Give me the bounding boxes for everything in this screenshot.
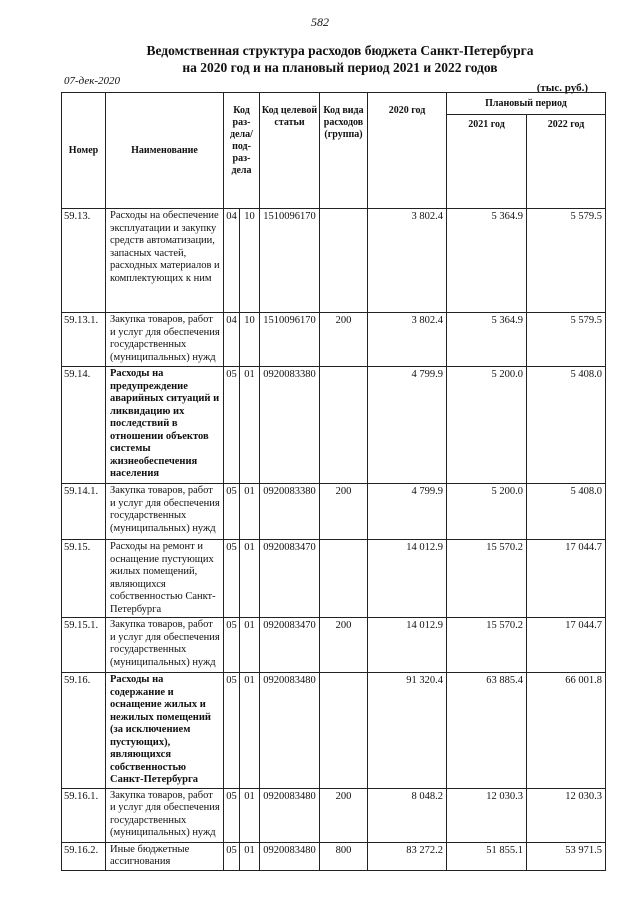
- row-kind-code: [320, 209, 368, 313]
- row-value-2020: 83 272.2: [368, 842, 447, 870]
- row-target-code: 0920083480: [260, 842, 320, 870]
- row-section: 05: [224, 618, 240, 673]
- table-row: [62, 618, 606, 673]
- row-section: 05: [224, 367, 240, 484]
- row-name: Расходы на содержание и оснащение жилых и нежилых помещений (за исключением пустующих), являющихся собственностью Санкт-Петербурга: [106, 673, 224, 789]
- row-value-2021: 63 885.4: [447, 673, 527, 789]
- page-number: 582: [311, 15, 329, 29]
- row-section: 05: [224, 842, 240, 870]
- row-value-2022: 5 408.0: [527, 484, 606, 540]
- header-plan-period: Плановый период: [447, 93, 606, 115]
- row-value-2021: 51 855.1: [447, 842, 527, 870]
- row-subsection: 01: [240, 842, 260, 870]
- table-row: [62, 540, 606, 618]
- row-number: 59.16.1.: [62, 788, 106, 842]
- row-subsection: 01: [240, 540, 260, 618]
- title-line-2: на 2020 год и на плановый период 2021 и 2022 годов: [182, 60, 498, 75]
- row-value-2020: 4 799.9: [368, 367, 447, 484]
- table-row: [62, 788, 606, 842]
- row-subsection: 01: [240, 788, 260, 842]
- row-value-2020: 8 048.2: [368, 788, 447, 842]
- row-value-2022: 5 408.0: [527, 367, 606, 484]
- row-kind-code: [320, 540, 368, 618]
- row-target-code: 0920083380: [260, 484, 320, 540]
- row-value-2020: 4 799.9: [368, 484, 447, 540]
- row-subsection: 01: [240, 484, 260, 540]
- row-value-2020: 3 802.4: [368, 209, 447, 313]
- row-name: Закупка товаров, работ и услуг для обеспечения государственных (муниципальных) нужд: [106, 484, 224, 540]
- row-value-2022: 53 971.5: [527, 842, 606, 870]
- row-section: 04: [224, 313, 240, 367]
- row-target-code: 0920083470: [260, 618, 320, 673]
- document-title: [60, 42, 620, 76]
- row-value-2022: 17 044.7: [527, 540, 606, 618]
- row-subsection: 01: [240, 367, 260, 484]
- row-section: 05: [224, 540, 240, 618]
- row-number: 59.14.: [62, 367, 106, 484]
- row-number: 59.15.1.: [62, 618, 106, 673]
- units-label: (тыс. руб.): [536, 82, 588, 94]
- row-target-code: 0920083380: [260, 367, 320, 484]
- row-name: Иные бюджетные ассигнования: [106, 842, 224, 870]
- row-value-2021: 15 570.2: [447, 618, 527, 673]
- table-row: [62, 313, 606, 367]
- row-name: Закупка товаров, работ и услуг для обеспечения государственных (муниципальных) нужд: [106, 788, 224, 842]
- row-target-code: 0920083480: [260, 673, 320, 789]
- row-number: 59.16.: [62, 673, 106, 789]
- row-number: 59.13.1.: [62, 313, 106, 367]
- row-value-2020: 3 802.4: [368, 313, 447, 367]
- row-value-2021: 5 364.9: [447, 313, 527, 367]
- header-kind: Код вида расходов (группа): [320, 93, 368, 209]
- row-subsection: 01: [240, 618, 260, 673]
- row-section: 05: [224, 788, 240, 842]
- row-value-2021: 5 364.9: [447, 209, 527, 313]
- header-section: Код раз-дела/ под-раз-дела: [224, 93, 260, 209]
- row-value-2021: 12 030.3: [447, 788, 527, 842]
- row-kind-code: 200: [320, 788, 368, 842]
- row-subsection: 01: [240, 673, 260, 789]
- row-target-code: 1510096170: [260, 209, 320, 313]
- header-2022: 2022 год: [527, 115, 606, 209]
- row-kind-code: [320, 673, 368, 789]
- row-number: 59.14.1.: [62, 484, 106, 540]
- row-value-2022: 12 030.3: [527, 788, 606, 842]
- row-kind-code: [320, 367, 368, 484]
- row-value-2020: 14 012.9: [368, 540, 447, 618]
- table-row: [62, 673, 606, 789]
- row-value-2021: 5 200.0: [447, 484, 527, 540]
- document-date: 07-дек-2020: [64, 75, 121, 87]
- row-name: Закупка товаров, работ и услуг для обеспечения государственных (муниципальных) нужд: [106, 618, 224, 673]
- table-row: [62, 367, 606, 484]
- header-2020: 2020 год: [368, 93, 447, 209]
- row-target-code: 1510096170: [260, 313, 320, 367]
- row-section: 05: [224, 673, 240, 789]
- row-name: Расходы на предупреждение аварийных ситуаций и ликвидацию их последствий в отношении объектов системы жизнеобеспечения населения: [106, 367, 224, 484]
- row-section: 05: [224, 484, 240, 540]
- row-number: 59.15.: [62, 540, 106, 618]
- title-line-1: Ведомственная структура расходов бюджета Санкт-Петербурга: [146, 43, 534, 58]
- header-2021: 2021 год: [447, 115, 527, 209]
- row-number: 59.13.: [62, 209, 106, 313]
- table-row: [62, 209, 606, 313]
- row-number: 59.16.2.: [62, 842, 106, 870]
- row-value-2022: 5 579.5: [527, 313, 606, 367]
- row-value-2022: 17 044.7: [527, 618, 606, 673]
- table-row: [62, 842, 606, 870]
- row-value-2021: 5 200.0: [447, 367, 527, 484]
- row-name: Закупка товаров, работ и услуг для обеспечения государственных (муниципальных) нужд: [106, 313, 224, 367]
- row-name: Расходы на обеспечение эксплуатации и закупку средств автоматизации, запасных частей, расходных материалов и комплектующих к ним: [106, 209, 224, 313]
- row-value-2022: 5 579.5: [527, 209, 606, 313]
- row-value-2022: 66 001.8: [527, 673, 606, 789]
- row-value-2021: 15 570.2: [447, 540, 527, 618]
- row-kind-code: 200: [320, 313, 368, 367]
- row-target-code: 0920083470: [260, 540, 320, 618]
- row-kind-code: 200: [320, 484, 368, 540]
- header-target: Код целевой статьи: [260, 93, 320, 209]
- row-name: Расходы на ремонт и оснащение пустующих жилых помещений, являющихся собственностью Санкт-Петербурга: [106, 540, 224, 618]
- row-kind-code: 800: [320, 842, 368, 870]
- row-section: 04: [224, 209, 240, 313]
- row-kind-code: 200: [320, 618, 368, 673]
- row-value-2020: 14 012.9: [368, 618, 447, 673]
- table-row: [62, 484, 606, 540]
- row-subsection: 10: [240, 209, 260, 313]
- row-target-code: 0920083480: [260, 788, 320, 842]
- header-number: Номер: [62, 93, 106, 209]
- budget-table: [61, 92, 606, 871]
- row-subsection: 10: [240, 313, 260, 367]
- header-name: Наименование: [106, 93, 224, 209]
- row-value-2020: 91 320.4: [368, 673, 447, 789]
